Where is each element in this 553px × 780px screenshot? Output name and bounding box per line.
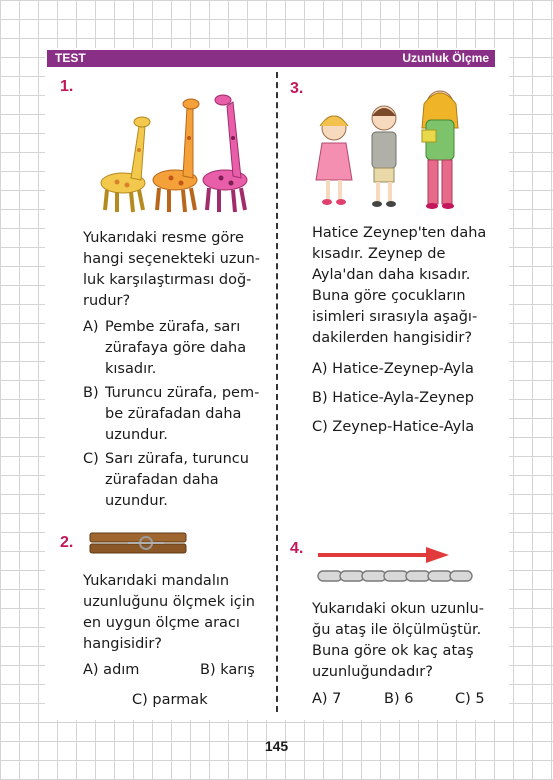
- q3-line: kısadır. Zeynep de: [312, 246, 446, 262]
- q3-option-a[interactable]: A) Hatice-Zeynep-Ayla: [312, 361, 474, 377]
- q3-line: Hatice Zeynep'ten daha: [312, 225, 487, 241]
- q2-line: uzunluğunu ölçmek için: [83, 594, 255, 610]
- option-line: uzundur.: [105, 493, 168, 509]
- q3-line: Ayla'dan daha kısadır.: [312, 267, 471, 283]
- q1-option-a[interactable]: [83, 317, 265, 380]
- q4-number: 4.: [290, 540, 304, 557]
- girl-pink-dress-image: [316, 116, 352, 205]
- q4-option-a[interactable]: A) 7: [312, 691, 342, 707]
- option-line: zürafadan daha: [105, 472, 219, 488]
- q4-question: [312, 599, 498, 683]
- option-letter: C): [83, 451, 99, 467]
- q1-question: [83, 228, 265, 312]
- option-line: Sarı zürafa, turuncu: [105, 451, 249, 467]
- q2-option-b[interactable]: B) karış: [200, 662, 255, 678]
- header-test-label: TEST: [55, 51, 86, 65]
- yellow-giraffe-image: [101, 117, 150, 212]
- q2-line: en uygun ölçme aracı: [83, 615, 240, 631]
- q1-line: luk karşılaştırması doğ-: [83, 272, 252, 288]
- q3-option-b[interactable]: B) Hatice-Ayla-Zeynep: [312, 390, 474, 406]
- q3-number: 3.: [290, 80, 304, 97]
- q1-line: rudur?: [83, 293, 131, 309]
- page-number: 145: [264, 738, 289, 754]
- red-arrow-image: [316, 545, 451, 565]
- header-topic-label: Uzunluk Ölçme: [402, 51, 489, 65]
- q4-line: Yukarıdaki okun uzunlu-: [312, 601, 484, 617]
- q4-line: uzunluğundadır?: [312, 664, 433, 680]
- q4-option-b[interactable]: B) 6: [384, 691, 414, 707]
- q1-number: 1.: [60, 78, 74, 95]
- q3-line: dakilerden hangisidir?: [312, 330, 473, 346]
- page-header: [47, 50, 495, 67]
- q3-line: Buna göre çocukların: [312, 288, 466, 304]
- option-line: zürafaya göre daha: [105, 340, 247, 356]
- children-illustration: [312, 88, 472, 216]
- q4-line: ğu ataş ile ölçülmüştür.: [312, 622, 482, 638]
- q4-line: Buna göre ok kaç ataş: [312, 643, 474, 659]
- q4-option-c[interactable]: C) 5: [455, 691, 485, 707]
- option-line: Turuncu zürafa, pem-: [105, 385, 260, 401]
- option-letter: A): [83, 319, 99, 335]
- clothespin-image: [88, 530, 188, 556]
- column-divider: [276, 72, 278, 712]
- giraffes-illustration: [95, 88, 260, 218]
- option-line: Pembe zürafa, sarı: [105, 319, 241, 335]
- option-line: uzundur.: [105, 427, 168, 443]
- girl-green-shirt-image: [422, 91, 458, 209]
- q2-question: [83, 571, 265, 655]
- q2-line: Yukarıdaki mandalın: [83, 573, 230, 589]
- q3-option-c[interactable]: C) Zeynep-Hatice-Ayla: [312, 419, 475, 435]
- q1-option-c[interactable]: [83, 449, 265, 512]
- option-line: be zürafadan daha: [105, 406, 242, 422]
- q3-question: [312, 223, 498, 349]
- q1-option-b[interactable]: [83, 383, 265, 446]
- q1-line: Yukarıdaki resme göre: [83, 230, 244, 246]
- q3-line: isimleri sırasıyla aşağı-: [312, 309, 478, 325]
- paperclips-image: [316, 568, 476, 584]
- option-line: kısadır.: [105, 361, 157, 377]
- q2-option-c[interactable]: C) parmak: [132, 692, 208, 708]
- option-letter: B): [83, 385, 99, 401]
- pink-giraffe-image: [203, 95, 247, 212]
- q2-option-a[interactable]: A) adım: [83, 662, 140, 678]
- orange-giraffe-image: [153, 99, 199, 212]
- child-grey-shirt-image: [372, 106, 396, 207]
- q2-line: hangisidir?: [83, 636, 162, 652]
- q1-line: hangi seçenekteki uzun-: [83, 251, 261, 267]
- q2-number: 2.: [60, 534, 74, 551]
